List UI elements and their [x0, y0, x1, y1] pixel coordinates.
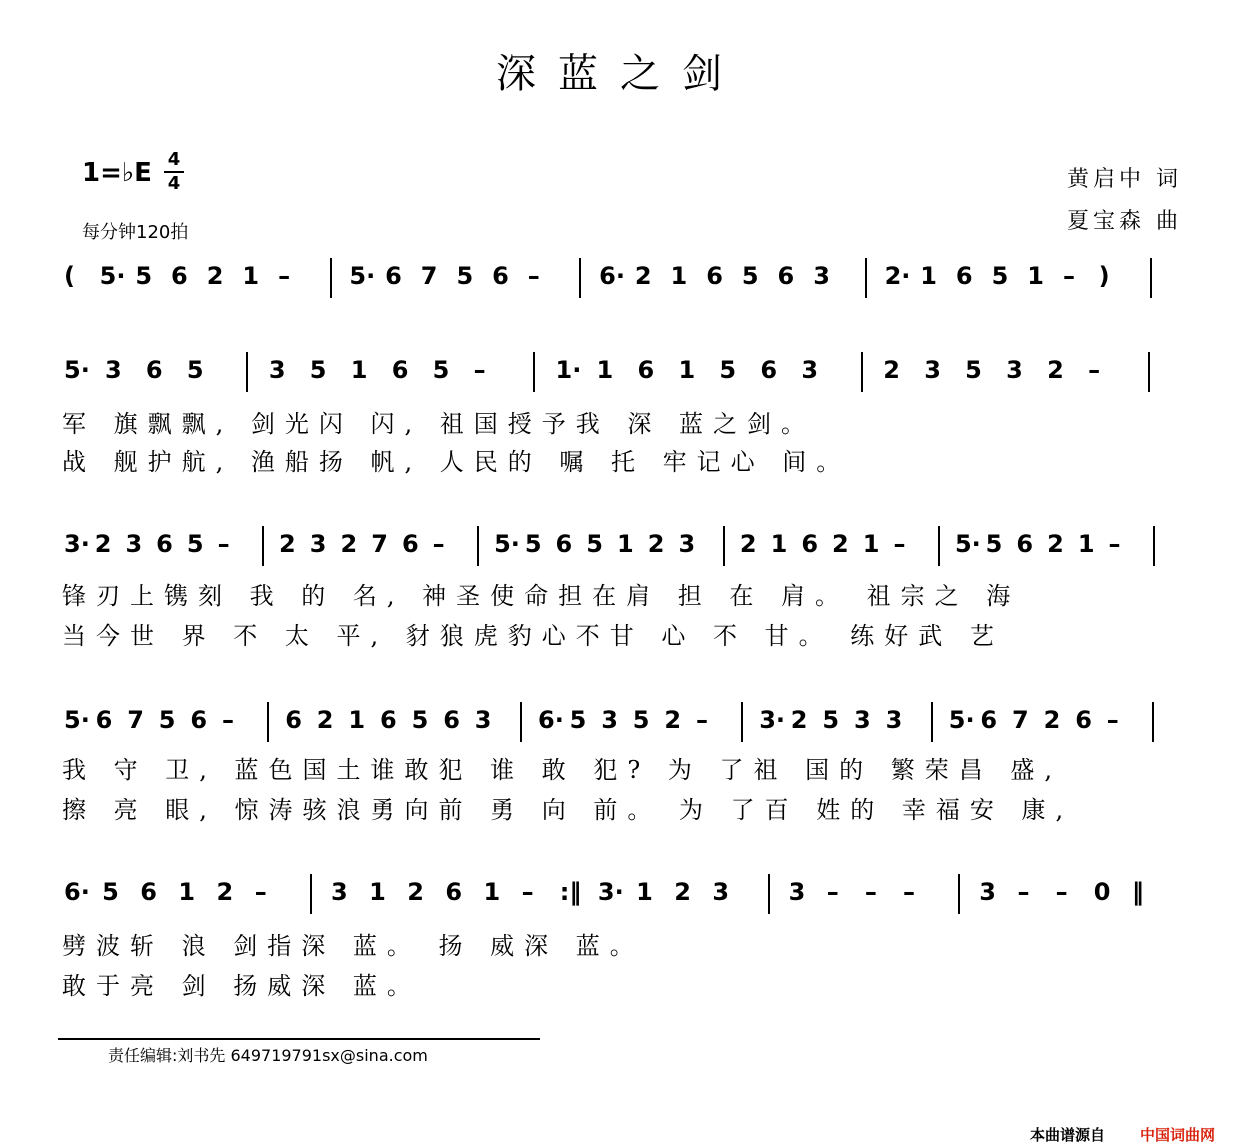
tempo-marking: 每分钟120拍: [82, 222, 189, 243]
bar-line: [262, 526, 264, 566]
note: 1: [920, 262, 937, 290]
note: –: [826, 878, 839, 906]
lyric-line: 锋刃上镌刻 我 的 名, 神圣使命担在肩 担 在 肩。 祖宗之 海: [62, 582, 1021, 610]
notation-system: [62, 874, 1182, 914]
note: ‖: [1131, 878, 1144, 906]
note: 5: [741, 262, 759, 290]
note: –: [696, 706, 708, 734]
bar-line: [533, 352, 535, 392]
note: 5: [524, 530, 542, 558]
note: 6: [443, 706, 460, 734]
lyric-line: 我 守 卫, 蓝色国土谁敢犯 谁 敢 犯? 为 了祖 国的 繁荣昌 盛,: [62, 756, 1063, 784]
note: 6: [706, 262, 723, 290]
note: 2: [739, 530, 757, 558]
note: 1: [1077, 530, 1095, 558]
note: 3: [712, 878, 730, 906]
note: –: [1062, 262, 1075, 290]
note: (: [64, 262, 75, 290]
note: 6: [140, 878, 157, 906]
note: 6: [1016, 530, 1034, 558]
note: –: [864, 878, 877, 906]
bar-line: [330, 258, 332, 298]
bar-line: [938, 526, 940, 566]
bar-line: [579, 258, 581, 298]
bar-line: [310, 874, 312, 914]
note: 5: [456, 262, 474, 290]
composer-credit: 夏宝森 曲: [1067, 209, 1182, 234]
note: 3: [1006, 356, 1023, 384]
note: 6: [777, 262, 795, 290]
note: 3·: [597, 878, 624, 906]
note: 5: [965, 356, 982, 384]
note: 6·: [64, 878, 90, 906]
note: 6: [171, 262, 188, 290]
note: ): [1098, 262, 1110, 290]
note: 5: [186, 530, 204, 558]
note: 3: [924, 356, 941, 384]
note: –: [893, 530, 906, 558]
lyric-line: 劈波斩 浪 剑指深 蓝。 扬 威深 蓝。: [62, 932, 644, 960]
time-signature-bottom: 4: [167, 173, 181, 194]
note: 5: [586, 530, 603, 558]
note: 1: [369, 878, 386, 906]
note: 3·: [759, 706, 786, 734]
note: 5: [186, 356, 204, 384]
note: 2·: [884, 262, 911, 290]
note: 1: [1027, 262, 1044, 290]
note: –: [222, 706, 234, 734]
time-signature-top: 4: [167, 149, 181, 170]
note: 1: [770, 530, 788, 558]
note: 2: [1047, 530, 1064, 558]
note: 6: [391, 356, 409, 384]
bar-line: [520, 702, 522, 742]
note: –: [1106, 706, 1119, 734]
note: 5: [411, 706, 429, 734]
note: 1: [178, 878, 196, 906]
note: 0: [1093, 878, 1111, 906]
note: 5: [309, 356, 327, 384]
note: 6: [95, 706, 113, 734]
lyric-line: 敢于亮 剑 扬威深 蓝。: [62, 972, 421, 1000]
bar-line: [931, 702, 933, 742]
note: 3: [474, 706, 492, 734]
note: –: [1088, 356, 1101, 384]
bar-line: [1152, 702, 1154, 742]
note: 2: [407, 878, 424, 906]
note: 6·: [538, 706, 564, 734]
note: 2: [664, 706, 682, 734]
note: 1: [678, 356, 696, 384]
note: 6: [760, 356, 778, 384]
note: 6: [1075, 706, 1092, 734]
note: 2: [674, 878, 691, 906]
note: 7: [371, 530, 388, 558]
note: 3: [104, 356, 122, 384]
notation-system: [62, 352, 1182, 392]
note: 2: [279, 530, 296, 558]
note: 3: [309, 530, 327, 558]
bar-line: [958, 874, 960, 914]
note: 5: [822, 706, 840, 734]
note: 2: [634, 262, 652, 290]
note: –: [217, 530, 230, 558]
note: 3: [854, 706, 871, 734]
note: 5: [102, 878, 119, 906]
key-signature: 1=♭E: [82, 158, 152, 188]
bar-line: [1148, 352, 1150, 392]
note: 3: [801, 356, 819, 384]
note: 7: [420, 262, 438, 290]
note: 3: [678, 530, 696, 558]
notation-system: [62, 702, 1182, 742]
note: 3: [125, 530, 143, 558]
note: –: [278, 262, 291, 290]
note: 2: [647, 530, 665, 558]
note: :‖: [559, 878, 582, 906]
note: 6: [156, 530, 173, 558]
note: 6: [190, 706, 208, 734]
note: 6: [401, 530, 419, 558]
bar-line: [865, 258, 867, 298]
editor-credit: 责任编辑:刘书先 649719791sx@sina.com: [108, 1046, 428, 1065]
note: 1: [350, 356, 368, 384]
note: –: [432, 530, 445, 558]
note: 6: [955, 262, 973, 290]
note: 2: [1043, 706, 1061, 734]
bar-line: [768, 874, 770, 914]
note: 5: [719, 356, 737, 384]
note: 1·: [555, 356, 582, 384]
note: 5·: [954, 530, 981, 558]
note: 6: [980, 706, 998, 734]
note: 2: [316, 706, 334, 734]
lyric-line: 擦 亮 眼, 惊涛骇浪勇向前 勇 向 前。 为 了百 姓的 幸福安 康,: [62, 796, 1074, 824]
note: 1: [617, 530, 634, 558]
lyric-line: 当今世 界 不 太 平, 豺狼虎豹心不甘 心 不 甘。 练好武 艺: [62, 622, 1004, 650]
time-signature: [164, 150, 184, 194]
notation-system: [62, 258, 1182, 298]
lyric-line: 战 舰护航, 渔船扬 帆, 人民的 嘱 托 牢记心 间。: [62, 448, 851, 476]
song-title: 深蓝之剑: [496, 51, 744, 97]
note: 5: [432, 356, 450, 384]
note: 1: [596, 356, 614, 384]
note: 3: [601, 706, 618, 734]
note: –: [1055, 878, 1068, 906]
note: 5·: [64, 356, 90, 384]
note: 1: [242, 262, 260, 290]
note: 5: [991, 262, 1009, 290]
note: 5·: [349, 262, 376, 290]
note: 5: [135, 262, 153, 290]
footer-source-label: 本曲谱源自: [1030, 1126, 1106, 1144]
note: –: [1108, 530, 1121, 558]
note: 6·: [599, 262, 625, 290]
note: 5·: [64, 706, 90, 734]
note: 2: [832, 530, 849, 558]
note: 1: [636, 878, 653, 906]
note: 3: [979, 878, 996, 906]
note: 6: [492, 262, 509, 290]
note: 2: [1047, 356, 1064, 384]
note: 1: [483, 878, 501, 906]
note: –: [903, 878, 916, 906]
note: 3: [330, 878, 348, 906]
note: –: [521, 878, 534, 906]
bar-line: [1153, 526, 1155, 566]
note: –: [254, 878, 267, 906]
editor-divider: [58, 1038, 540, 1040]
bar-line: [1150, 258, 1152, 298]
bar-line: [861, 352, 863, 392]
note: 2: [206, 262, 224, 290]
note: 5·: [494, 530, 520, 558]
note: 5: [985, 530, 1003, 558]
note: 2: [340, 530, 358, 558]
note: 7: [127, 706, 144, 734]
note: 6: [380, 706, 397, 734]
note: 5: [158, 706, 176, 734]
note: 2: [883, 356, 900, 384]
note: 6: [555, 530, 573, 558]
note: 3: [885, 706, 903, 734]
notation-system: [62, 526, 1182, 566]
lyricist-credit: 黄启中 词: [1067, 167, 1182, 192]
note: –: [527, 262, 540, 290]
note: –: [1017, 878, 1030, 906]
note: 6: [445, 878, 463, 906]
note: 2: [94, 530, 112, 558]
note: –: [473, 356, 486, 384]
bar-line: [741, 702, 743, 742]
note: 3: [268, 356, 286, 384]
note: 2: [790, 706, 808, 734]
note: 6: [385, 262, 402, 290]
note: 5·: [99, 262, 126, 290]
note: 6: [801, 530, 819, 558]
note: 3·: [64, 530, 90, 558]
note: 7: [1012, 706, 1029, 734]
note: 1: [670, 262, 688, 290]
footer-site-link[interactable]: 中国词曲网: [1140, 1126, 1216, 1144]
note: 3: [813, 262, 830, 290]
note: 1: [862, 530, 880, 558]
bar-line: [246, 352, 248, 392]
note: 1: [348, 706, 366, 734]
note: 6: [637, 356, 655, 384]
note: 5: [569, 706, 587, 734]
note: 6: [145, 356, 163, 384]
bar-line: [723, 526, 725, 566]
note: 3: [788, 878, 806, 906]
note: 5: [632, 706, 650, 734]
note: 6: [285, 706, 302, 734]
lyric-line: 军 旗飘飘, 剑光闪 闪, 祖国授予我 深 蓝之剑。: [62, 410, 816, 438]
bar-line: [477, 526, 479, 566]
note: 2: [216, 878, 234, 906]
bar-line: [267, 702, 269, 742]
note: 5·: [948, 706, 975, 734]
